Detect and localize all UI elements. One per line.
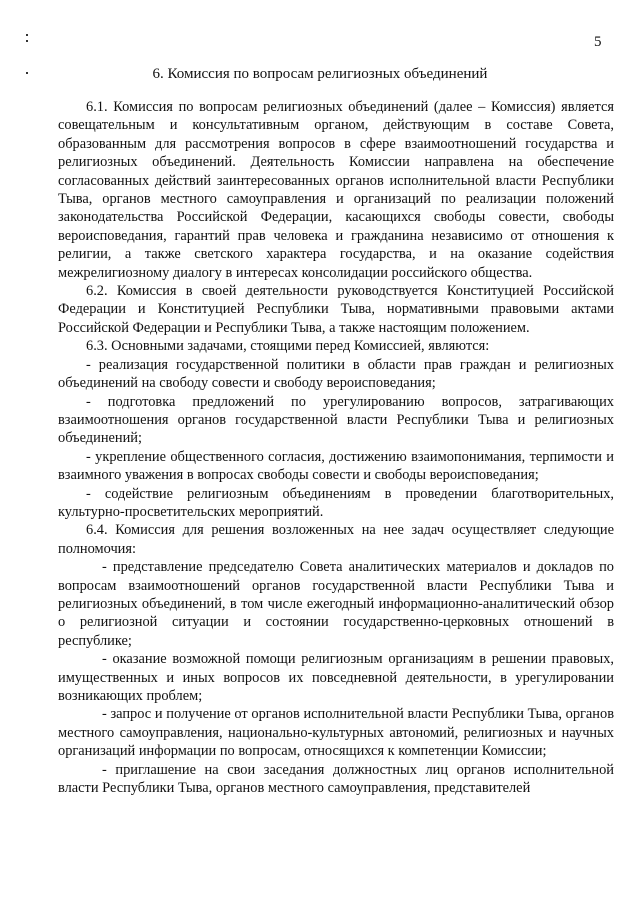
- document-body: [58, 98, 614, 797]
- list-item: - укрепление общественного согласия, достижению взаимопонимания, терпимости и взаимного уважения в вопросах свободы совести и свободы вероисповедания;: [58, 448, 614, 484]
- list-item: - запрос и получение от органов исполнительной власти Республики Тыва, органов местного самоуправления, национально-культурных автономий, религиозных и научных организаций информации по вопросам, относящихся к компетенции Комиссии;: [58, 706, 614, 760]
- list-item: - реализация государственной политики в области прав граждан и религиозных объединений на свободу совести и свободу вероисповедания;: [58, 356, 614, 392]
- page-number: 5: [594, 34, 602, 50]
- scan-artifact: [26, 34, 28, 36]
- paragraph-6-3: 6.3. Основными задачами, стоящими перед Комиссией, являются:: [86, 338, 490, 355]
- scan-artifact: [26, 40, 28, 42]
- list-item: - представление председателю Совета аналитических материалов и докладов по вопросам взаимоотношений органов государственной власти Республики Тыва и религиозных объединений, в том числе ежегодный информационно-аналитический обзор о религиозной ситуации и состоянии государственно-церковных отношений в республике;: [58, 559, 614, 649]
- paragraph-6-2: 6.2. Комиссия в своей деятельности руководствуется Конституцией Российской Федерации и Конституцией Республики Тыва, нормативными правовыми актами Российской Федерации и Республики Тыва, а также настоящим положением.: [58, 283, 614, 336]
- paragraph-6-4: 6.4. Комиссия для решения возложенных на нее задач осуществляет следующие полномочия:: [58, 522, 614, 557]
- list-item: - приглашение на свои заседания должностных лиц органов исполнительной власти Республики Тыва, органов местного самоуправления, представителей: [58, 761, 614, 797]
- paragraph-6-1: 6.1. Комиссия по вопросам религиозных объединений (далее – Комиссия) является совещательным и консультативным органом, действующим в составе Совета, образованным для рассмотрения вопросов в сфере взаимоотношений государства и религиозных объединений. Деятельность Комиссии направлена на обеспечение согласованных действий заинтересованных органов исполнительной власти Республики Тыва, органов местного самоуправления и организаций по реализации положений законодательства Российской Федерации, касающихся свободы совести, свободы вероисповедания, гарантий прав человека и гражданина независимо от отношения к религии, а также светского характера государства, и на оказание содействия межрелигиозному диалогу в интересах консолидации российского общества.: [58, 99, 614, 281]
- list-item: - содействие религиозным объединениям в проведении благотворительных, культурно-просветительских мероприятий.: [58, 485, 614, 520]
- list-item: - оказание возможной помощи религиозным организациям в решении правовых, имущественных и иных вопросов их повседневной деятельности, в урегулировании возникающих проблем;: [58, 651, 614, 704]
- section-title: 6. Комиссия по вопросам религиозных объединений: [152, 66, 488, 82]
- list-item: - подготовка предложений по урегулированию вопросов, затрагивающих взаимоотношения органов государственной власти Республики Тыва и религиозных объединений;: [58, 393, 614, 447]
